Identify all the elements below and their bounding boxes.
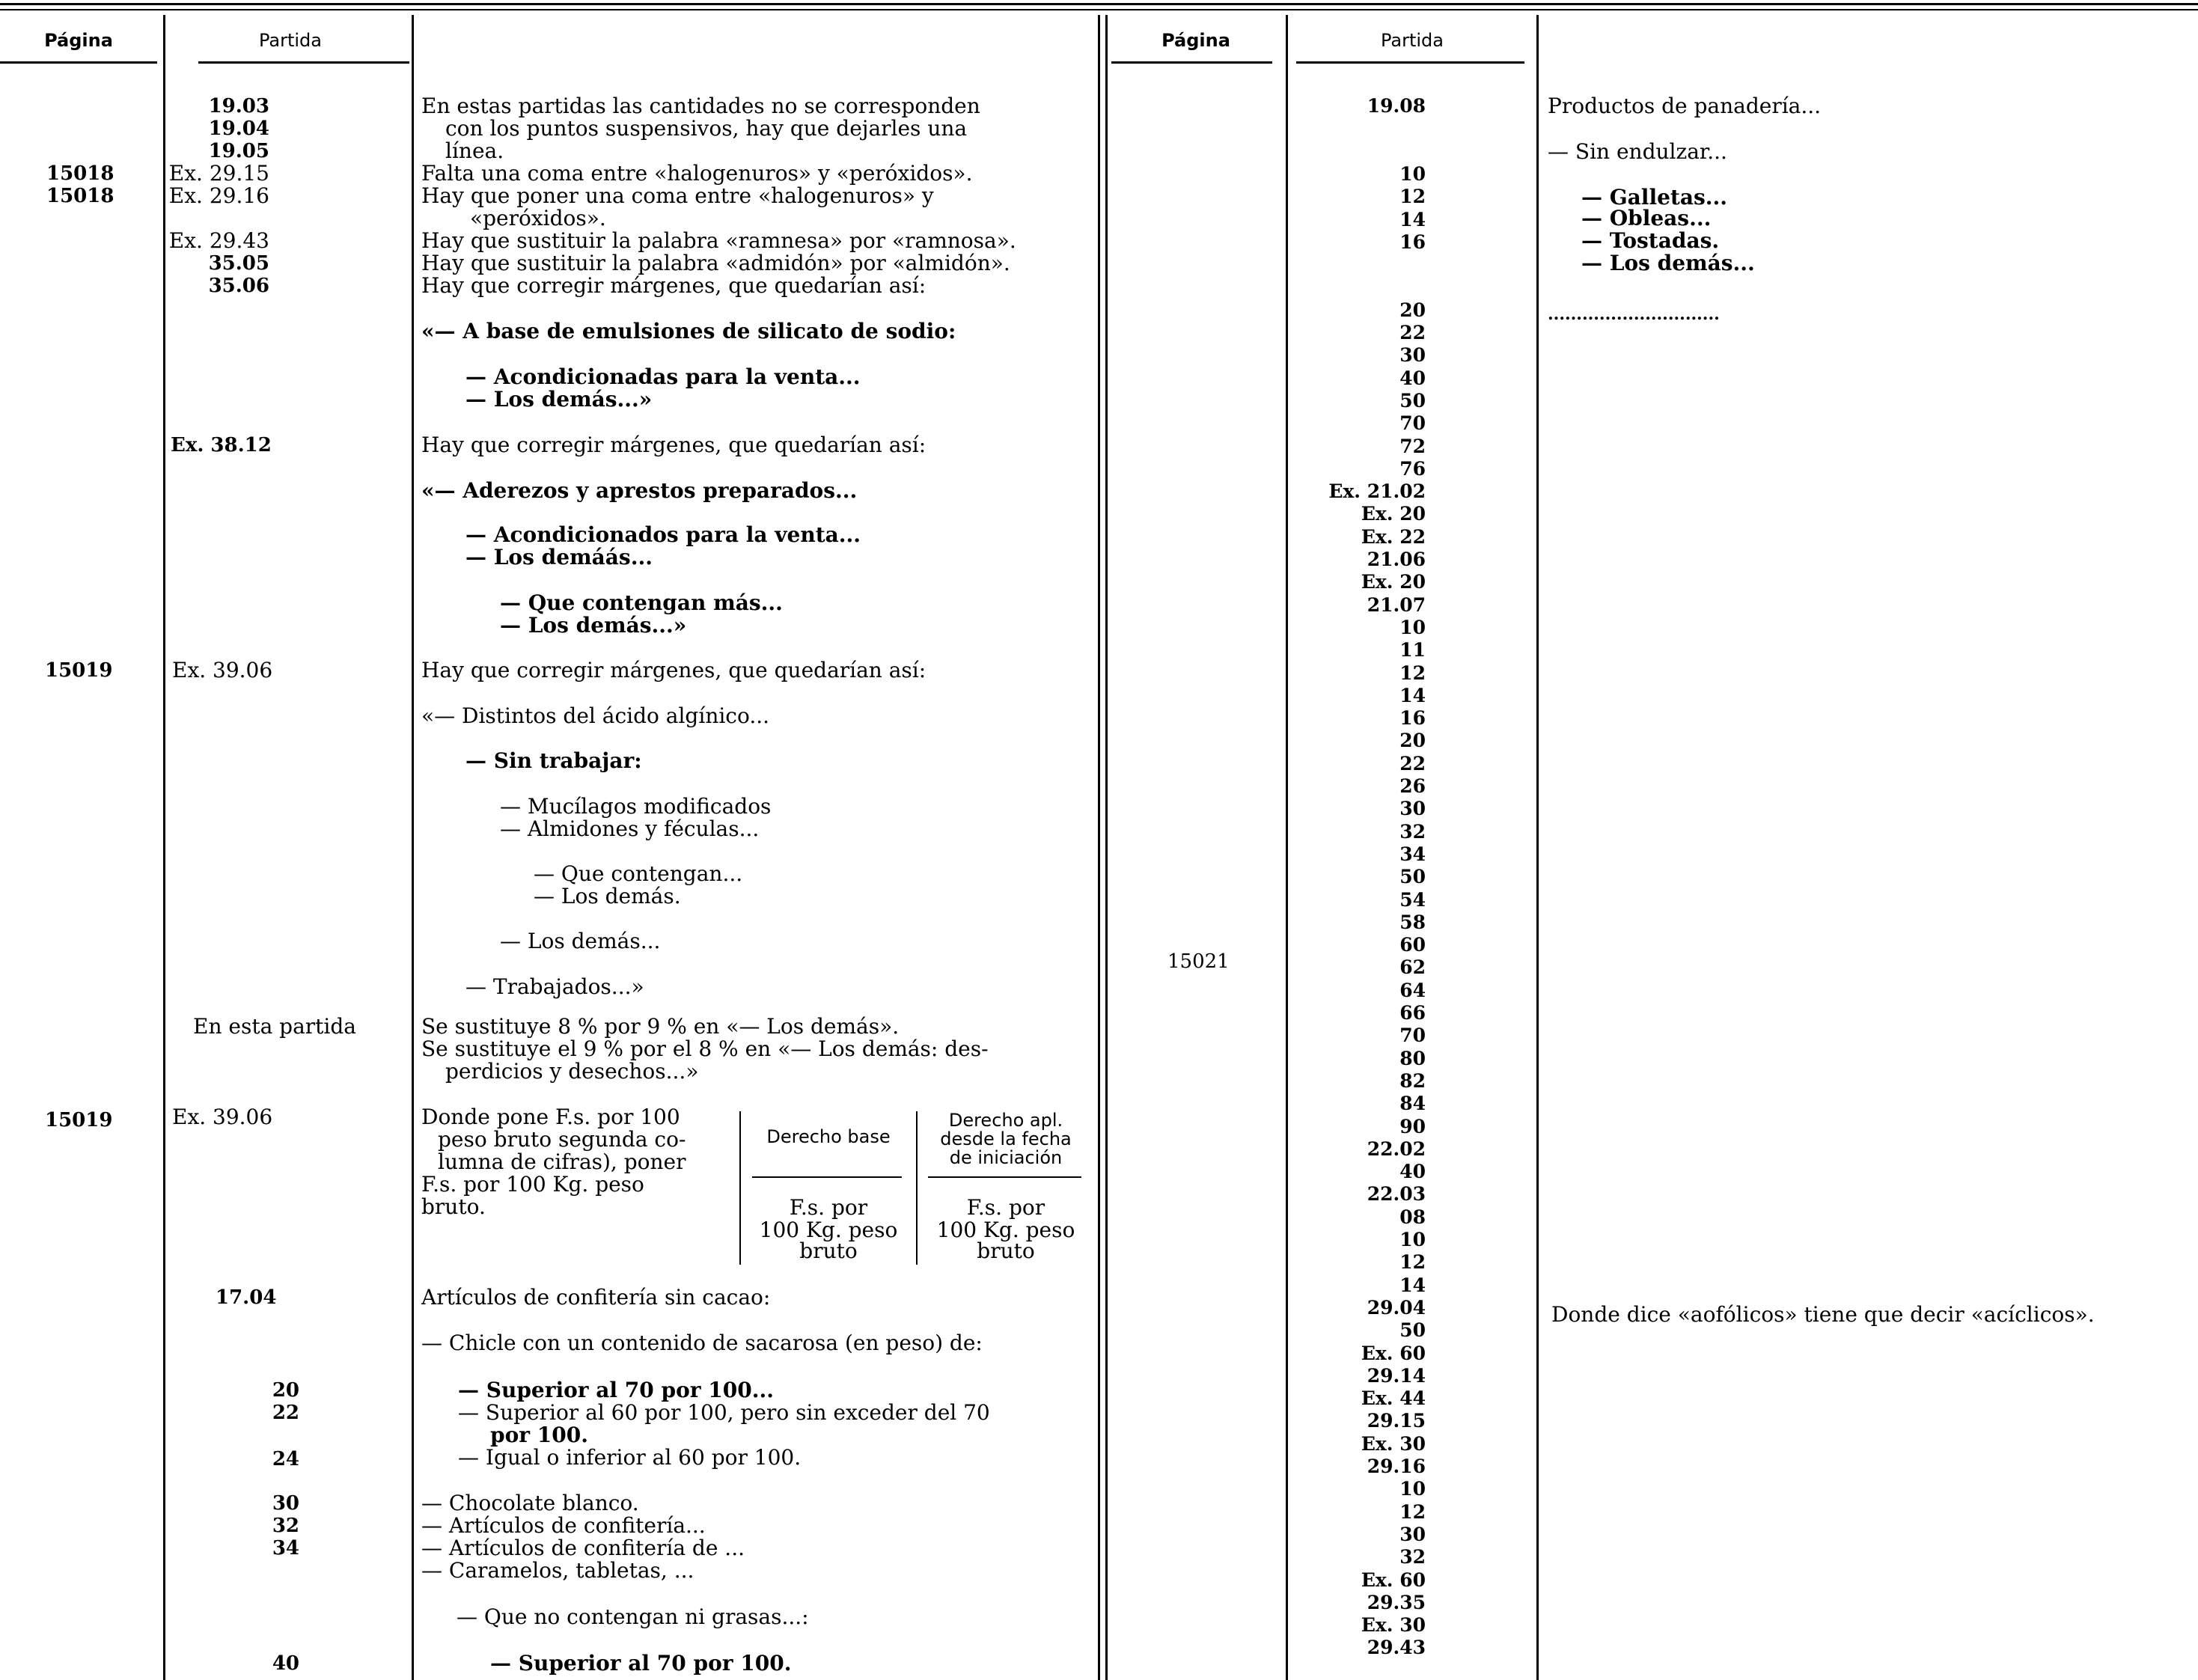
partida-code: 90 <box>1399 1116 1426 1137</box>
header-partida: Partida <box>259 30 322 51</box>
table-rule <box>752 1176 902 1178</box>
indented-line: — Los demás. <box>534 884 681 908</box>
indented-line: — Almidones y féculas... <box>500 816 760 841</box>
indented-line: — Artículos de confitería de ... <box>421 1536 745 1560</box>
table-cell: F.s. por <box>966 1195 1045 1220</box>
row-text: línea. <box>445 138 504 163</box>
partida-code: 12 <box>1399 1501 1426 1523</box>
indented-line: por 100. <box>490 1423 588 1447</box>
right-text: — Tostadas. <box>1581 228 1720 253</box>
partida-code: 19.05 <box>208 140 269 162</box>
partida-code: 19.08 <box>1367 95 1426 117</box>
partida-code: Ex. 29.15 <box>168 161 269 186</box>
partida-code: 08 <box>1399 1206 1426 1228</box>
partida-code: 54 <box>1399 889 1426 911</box>
row-text: peso bruto segunda co- <box>438 1127 686 1152</box>
col-rule <box>163 15 165 1680</box>
indented-line: — Artículos de confitería... <box>421 1513 706 1538</box>
partida-code: Ex. 44 <box>1361 1387 1426 1409</box>
row-text: lumna de cifras), poner <box>438 1149 686 1174</box>
table-rule <box>928 1176 1081 1178</box>
indented-line: — Igual o inferior al 60 por 100. <box>458 1445 802 1470</box>
partida-code: Ex. 39.06 <box>172 1105 273 1129</box>
partida-code: 30 <box>1399 344 1426 366</box>
partida-code: 29.04 <box>1367 1297 1426 1319</box>
col-rule <box>1098 15 1100 1680</box>
indented-line: — Chicle con un contenido de sacarosa (en peso) de: <box>421 1331 983 1355</box>
partida-code: 40 <box>272 1652 299 1675</box>
partida-code: 76 <box>1399 458 1426 480</box>
row-text: Hay que corregir márgenes, que quedarían así: <box>421 433 926 457</box>
partida-code: 12 <box>1399 662 1426 684</box>
partida-code: 30 <box>1399 1524 1426 1545</box>
right-text: .............................. <box>1548 305 1720 324</box>
row-text: Hay que corregir márgenes, que quedarían así: <box>421 658 926 682</box>
partida-code: 34 <box>272 1537 299 1560</box>
partida-code: 50 <box>1399 866 1426 888</box>
right-text: Donde dice «aofólicos» tiene que decir «acíclicos». <box>1551 1302 2095 1327</box>
partida-code: Ex. 22 <box>1361 526 1426 548</box>
row-text: F.s. por 100 Kg. peso <box>421 1172 644 1197</box>
header-rule <box>1296 61 1524 64</box>
indented-line: — Acondicionados para la venta... <box>465 522 861 547</box>
table-cell: 100 Kg. peso <box>759 1218 898 1242</box>
partida-code: 29.35 <box>1367 1592 1426 1613</box>
partida-code: 35.05 <box>208 252 269 275</box>
partida-code: 62 <box>1399 956 1426 978</box>
partida-code: Ex. 39.06 <box>172 658 273 682</box>
indented-line: — Que contengan más... <box>500 590 783 615</box>
row-text: «peróxidos». <box>470 206 606 230</box>
partida-code: 72 <box>1399 436 1426 457</box>
partida-code: 58 <box>1399 911 1426 933</box>
indented-line: — Los demás...» <box>500 613 687 638</box>
table-head: Derecho apl. <box>948 1110 1063 1131</box>
partida-code: 26 <box>1399 775 1426 797</box>
indented-line: — Caramelos, tabletas, ... <box>421 1558 694 1583</box>
partida-code: 21.07 <box>1367 594 1426 616</box>
partida-code: 29.43 <box>1367 1637 1426 1658</box>
partida-code: 22 <box>272 1402 299 1424</box>
pagina-number: 15018 <box>46 185 115 207</box>
partida-code: 10 <box>1399 1229 1426 1250</box>
indented-line: — Superior al 70 por 100... <box>458 1378 774 1402</box>
indented-line: «— Aderezos y aprestos preparados... <box>421 478 858 503</box>
row-text: Se sustituye el 9 % por el 8 % en «— Los demás: des- <box>421 1036 989 1061</box>
partida-code: 19.03 <box>208 95 269 117</box>
partida-code: 32 <box>272 1515 299 1537</box>
indented-line: — Superior al 70 por 100. <box>490 1651 792 1676</box>
partida-code: 21.06 <box>1367 549 1426 570</box>
table-cell: bruto <box>977 1238 1035 1263</box>
partida-code: 10 <box>1399 617 1426 638</box>
partida-code: 32 <box>1399 821 1426 843</box>
partida-code: Ex. 60 <box>1361 1569 1426 1591</box>
right-text: — Los demás... <box>1581 251 1755 275</box>
indented-line: — Superior al 60 por 100, pero sin exceder del 70 <box>458 1400 990 1425</box>
row-text: Hay que corregir márgenes, que quedarían así: <box>421 273 926 298</box>
row-text: perdicios y desechos...» <box>445 1059 699 1084</box>
partida-code: 40 <box>1399 1161 1426 1182</box>
indented-line: — Los demás...» <box>465 387 653 412</box>
partida-code: Ex. 30 <box>1361 1614 1426 1636</box>
pagina-number: 15021 <box>1167 950 1230 973</box>
partida-code: 20 <box>272 1379 299 1402</box>
partida-code: 50 <box>1399 390 1426 412</box>
table-head: Derecho base <box>766 1126 891 1147</box>
partida-code: Ex. 29.43 <box>168 228 269 253</box>
partida-code: 14 <box>1399 685 1426 706</box>
pagina-number: 15019 <box>45 1109 113 1131</box>
partida-code: 66 <box>1399 1002 1426 1024</box>
partida-code: 11 <box>1399 639 1426 661</box>
partida-code: 32 <box>1399 1546 1426 1568</box>
row-text: Falta una coma entre «halogenuros» y «peróxidos». <box>421 161 973 186</box>
partida-code: 50 <box>1399 1319 1426 1341</box>
partida-code: 80 <box>1399 1048 1426 1069</box>
partida-code: 22 <box>1399 753 1426 775</box>
partida-code: 24 <box>272 1448 299 1470</box>
partida-code: 70 <box>1399 1024 1426 1046</box>
partida-code: Ex. 20 <box>1361 503 1426 525</box>
indented-line: — Que contengan... <box>534 861 743 886</box>
indented-line: «— Distintos del ácido algínico... <box>421 703 770 728</box>
table-cell: F.s. por <box>789 1195 868 1220</box>
table-cell: 100 Kg. peso <box>936 1218 1075 1242</box>
partida-code: 30 <box>272 1492 299 1515</box>
right-text: — Sin endulzar... <box>1548 139 1727 164</box>
header-rule <box>1111 61 1272 64</box>
partida-code: Ex. 30 <box>1361 1433 1426 1455</box>
top-rule <box>0 3 2198 5</box>
table-head: desde la fecha <box>940 1128 1072 1149</box>
indented-line: «— A base de emulsiones de silicato de sodio: <box>421 319 956 343</box>
partida-code: 30 <box>1399 798 1426 819</box>
indented-line: — Mucílagos modificados <box>500 794 772 819</box>
partida-code: 35.06 <box>208 275 269 297</box>
partida-code: 16 <box>1399 707 1426 729</box>
partida-code: 70 <box>1399 412 1426 434</box>
partida-code: 20 <box>1399 730 1426 751</box>
right-text: — Galletas... <box>1581 185 1727 210</box>
partida-code: 14 <box>1399 1274 1426 1296</box>
row-text: Se sustituye 8 % por 9 % en «— Los demás». <box>421 1014 900 1039</box>
indented-line: — Trabajados...» <box>465 974 644 999</box>
row-text: con los puntos suspensivos, hay que dejarles una <box>445 116 968 141</box>
header-rule <box>198 61 409 64</box>
indented-line: — Que no contengan ni grasas...: <box>457 1604 809 1629</box>
col-rule <box>1536 15 1539 1680</box>
partida-code: 19.04 <box>208 117 269 140</box>
partida-code: 34 <box>1399 843 1426 865</box>
partida-code: Ex. 21.02 <box>1328 480 1426 502</box>
indented-line: — Los demáás... <box>465 545 653 569</box>
indented-line: — Sin trabajar: <box>465 748 642 773</box>
pagina-number: 15019 <box>45 659 113 682</box>
indented-line: — Acondicionadas para la venta... <box>465 364 861 389</box>
row-text: En estas partidas las cantidades no se corresponden <box>421 94 980 118</box>
row-text: Hay que sustituir la palabra «admidón» por «almidón». <box>421 251 1010 275</box>
col-rule <box>412 15 414 1680</box>
partida-code: Ex. 29.16 <box>168 183 269 208</box>
partida-code: En esta partida <box>193 1014 356 1039</box>
partida-code: 12 <box>1399 1251 1426 1273</box>
partida-code: Ex. 20 <box>1361 571 1426 593</box>
partida-code: 12 <box>1399 186 1426 207</box>
partida-code: 82 <box>1399 1070 1426 1092</box>
partida-code: 29.14 <box>1367 1365 1426 1387</box>
partida-code: 17.04 <box>216 1286 277 1309</box>
col-rule <box>1105 15 1108 1680</box>
partida-code: 10 <box>1399 163 1426 185</box>
partida-code: Ex. 60 <box>1361 1343 1426 1364</box>
table-cell: bruto <box>799 1238 858 1263</box>
indented-line: — Chocolate blanco. <box>421 1491 639 1515</box>
partida-code: 10 <box>1399 1478 1426 1500</box>
row-text: bruto. <box>421 1194 486 1219</box>
partida-code: 40 <box>1399 367 1426 389</box>
right-text: Productos de panadería... <box>1548 94 1822 118</box>
partida-code: 29.16 <box>1367 1456 1426 1477</box>
partida-code: Ex. 38.12 <box>171 434 272 456</box>
row-text: Hay que sustituir la palabra «ramnesa» por «ramnosa». <box>421 228 1016 253</box>
table-head: de iniciación <box>949 1147 1063 1168</box>
partida-code: 29.15 <box>1367 1410 1426 1432</box>
header-pagina: Página <box>44 30 113 51</box>
row-text: Donde pone F.s. por 100 <box>421 1105 680 1129</box>
header-pagina: Página <box>1161 30 1230 51</box>
partida-code: 64 <box>1399 980 1426 1001</box>
indented-line: — Los demás... <box>500 929 661 953</box>
partida-code: 20 <box>1399 299 1426 321</box>
header-rule <box>0 61 157 64</box>
header-partida: Partida <box>1381 30 1444 51</box>
partida-code: 60 <box>1399 934 1426 956</box>
right-text: — Obleas... <box>1581 206 1712 230</box>
pagina-number: 15018 <box>46 162 115 185</box>
top-rule-2 <box>0 9 2198 10</box>
partida-code: 22.03 <box>1367 1183 1426 1205</box>
partida-code: 14 <box>1399 209 1426 230</box>
partida-code: 16 <box>1399 231 1426 253</box>
partida-code: 22.02 <box>1367 1138 1426 1160</box>
row-text: Artículos de confitería sin cacao: <box>421 1285 771 1310</box>
col-rule <box>1286 15 1288 1680</box>
partida-code: 84 <box>1399 1093 1426 1114</box>
partida-code: 22 <box>1399 322 1426 343</box>
row-text: Hay que poner una coma entre «halogenuros» y <box>421 183 934 208</box>
